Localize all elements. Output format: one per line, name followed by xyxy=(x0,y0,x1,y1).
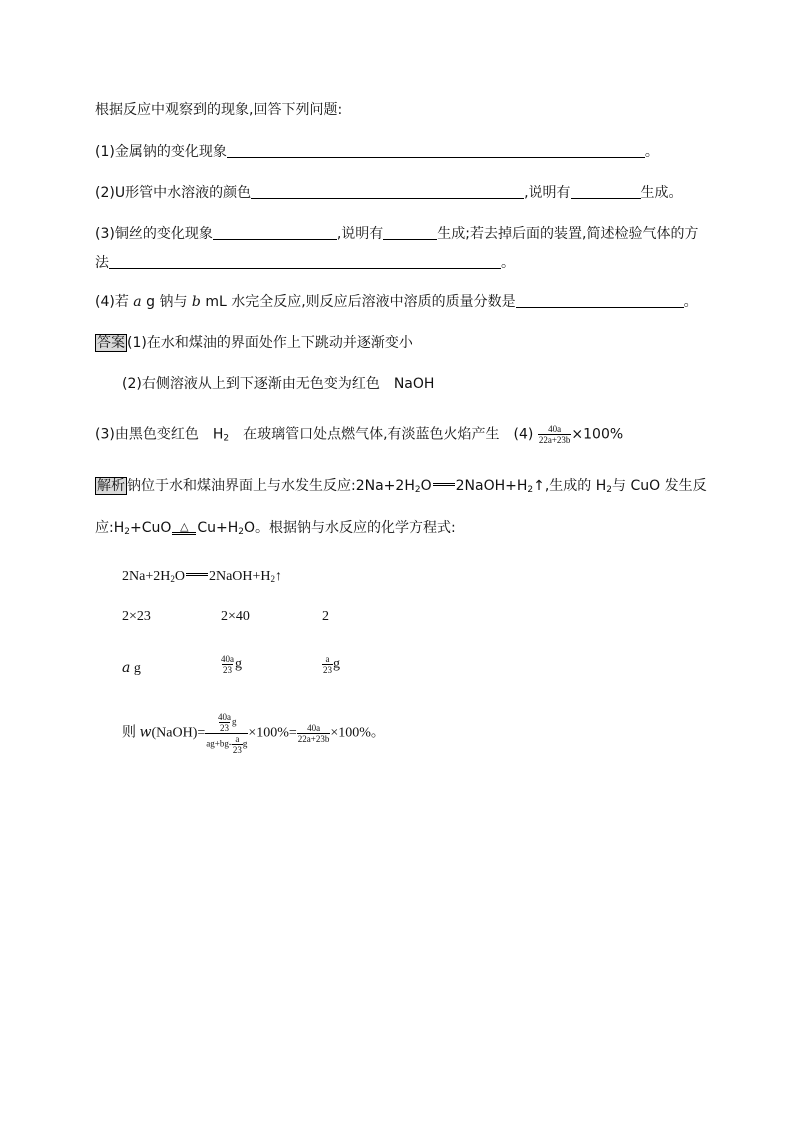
frac-40a-num: 40a xyxy=(221,654,234,664)
ratio-row-1-col-3: 2 xyxy=(322,609,329,624)
q1-end: 。 xyxy=(644,144,659,160)
big-fraction-num xyxy=(216,712,238,733)
question-1 xyxy=(95,143,659,161)
analysis-l1-sub3: 2 xyxy=(606,485,613,495)
delta-symbol: △ xyxy=(180,520,189,533)
analysis-l2d: O。根据钠与水反应的化学方程式: xyxy=(244,520,456,536)
eq-d: ↑ xyxy=(275,569,283,584)
answer-3b: 在玻璃管口处点燃气体,有淡蓝色火焰产生 (4) xyxy=(229,426,534,443)
result-den: 22a+23b xyxy=(297,734,330,744)
den-fraction xyxy=(232,734,243,755)
analysis-l1-sub2: 2 xyxy=(527,485,534,495)
q1-blank[interactable] xyxy=(227,143,645,158)
ratio-row-2-col-3 xyxy=(322,654,340,675)
big-fraction-den xyxy=(205,733,248,755)
answer-1: (1)在水和煤油的界面处作上下跳动并逐渐变小 xyxy=(127,335,413,351)
frac-a-23 xyxy=(322,654,333,675)
answer-line-3 xyxy=(95,424,623,448)
q3-line2-label: 法 xyxy=(95,255,109,271)
q2-blank-product[interactable] xyxy=(571,184,641,199)
row2-a: a xyxy=(122,660,131,676)
row2-g: g xyxy=(133,661,141,676)
big-fraction xyxy=(205,712,248,755)
eq-a: 2Na+2H xyxy=(122,569,171,584)
q3-blank-phenomenon[interactable] xyxy=(213,225,337,240)
analysis-line-2 xyxy=(95,519,456,541)
q2-end: 生成。 xyxy=(640,185,683,201)
inner-g: g xyxy=(232,716,237,727)
inner-num: 40a xyxy=(218,712,232,722)
analysis-l2-sub1: 2 xyxy=(124,527,130,537)
row2-col3-g: g xyxy=(333,656,340,672)
analysis-line-1 xyxy=(95,477,707,499)
analysis-l1c: 2NaOH+H xyxy=(455,478,528,494)
answer-line-1 xyxy=(95,334,413,352)
analysis-l1d: ↑,生成的 H xyxy=(533,478,607,494)
frac-40a-den: 23 xyxy=(223,665,232,675)
analysis-l1-sub1: 2 xyxy=(414,485,421,495)
answer-4-den: 22a+23b xyxy=(538,435,571,445)
ratio-row-2-col-2 xyxy=(220,654,242,675)
q4-g-na: g 钠与 xyxy=(146,294,188,310)
q4-end: 。 xyxy=(683,294,698,310)
q4-var-b: b xyxy=(191,294,201,310)
answer-4-tail: ×100% xyxy=(571,426,624,443)
analysis-tag: 解析 xyxy=(97,478,125,494)
q4-blank[interactable] xyxy=(516,293,684,308)
q2-label: (2)U形管中水溶液的颜色 xyxy=(95,185,252,201)
answer-3: (3)由黑色变红色 H xyxy=(95,426,224,443)
q3-end: 。 xyxy=(501,255,515,271)
eq-sub2: 2 xyxy=(270,574,276,584)
analysis-l2b: +CuO xyxy=(129,520,172,536)
analysis-l1b: O xyxy=(420,478,432,494)
result-fraction xyxy=(297,723,331,744)
row2-col2-g: g xyxy=(235,656,242,672)
q3-label: (3)铜丝的变化现象 xyxy=(95,226,213,242)
mass-fraction-line xyxy=(122,712,385,755)
ratio-row-1-col-2: 2×40 xyxy=(221,609,250,624)
den-g: g xyxy=(242,738,248,749)
q3-mid2: 生成;若去掉后面的装置,简述检验气体的方 xyxy=(437,226,699,242)
den-text: ag+bg- xyxy=(206,738,232,749)
analysis-l2c: Cu+H xyxy=(197,520,239,536)
q4-pre: (4)若 xyxy=(95,294,129,310)
w-label: w xyxy=(139,724,152,741)
q3-blank-product[interactable] xyxy=(383,225,437,240)
w-end: ×100%。 xyxy=(330,725,385,741)
q3-blank-method[interactable] xyxy=(109,254,501,269)
den-frac-num: a xyxy=(235,734,240,744)
frac-a-num: a xyxy=(325,654,330,664)
frac-a-den: 23 xyxy=(323,665,332,675)
w-pre: 则 xyxy=(122,725,136,741)
equals-sign xyxy=(433,483,455,486)
q1-label: (1)金属钠的变化现象 xyxy=(95,144,227,160)
q3-mid1: ,说明有 xyxy=(336,226,384,242)
eq-sub1: 2 xyxy=(170,574,175,584)
answer-3-sub: 2 xyxy=(223,433,230,444)
eq-c: 2NaOH+H xyxy=(208,569,271,584)
eq-b: O xyxy=(174,569,185,584)
intro-text: 根据反应中观察到的现象,回答下列问题: xyxy=(95,102,343,118)
question-2 xyxy=(95,184,683,202)
q2-blank-color[interactable] xyxy=(251,184,524,199)
analysis-l2-sub2: 2 xyxy=(238,527,245,537)
q2-mid: ,说明有 xyxy=(524,185,571,201)
q4-rest: mL 水完全反应,则反应后溶液中溶质的质量分数是 xyxy=(205,294,516,310)
w-paren: (NaOH)= xyxy=(151,725,206,741)
equation-line xyxy=(122,568,282,588)
eq-equals-sign xyxy=(186,573,208,576)
analysis-l2a: 应:H xyxy=(95,520,125,536)
question-3-line2 xyxy=(95,254,515,272)
answer-4-num: 40a xyxy=(548,424,562,434)
answer-tag: 答案 xyxy=(97,335,125,351)
ratio-row-2-col-1 xyxy=(122,659,141,678)
analysis-l1a: 钠位于水和煤油界面上与水发生反应:2Na+2H xyxy=(127,478,415,494)
frac-40a-23 xyxy=(220,654,235,675)
w-mid: ×100%= xyxy=(248,725,297,741)
den-frac-den: 23 xyxy=(232,745,242,755)
inner-den: 23 xyxy=(220,723,230,733)
inner-fraction xyxy=(217,712,232,733)
result-num: 40a xyxy=(307,723,321,733)
heat-condition xyxy=(172,522,196,535)
answer-2: (2)右侧溶液从上到下逐渐由无色变为红色 NaOH xyxy=(122,376,435,392)
question-3 xyxy=(95,225,698,243)
q4-var-a: a xyxy=(133,294,142,310)
ratio-row-1-col-1: 2×23 xyxy=(122,609,151,624)
answer-4-fraction xyxy=(538,424,572,445)
question-4 xyxy=(95,293,698,311)
analysis-l1e: 与 CuO 发生反 xyxy=(612,478,707,494)
